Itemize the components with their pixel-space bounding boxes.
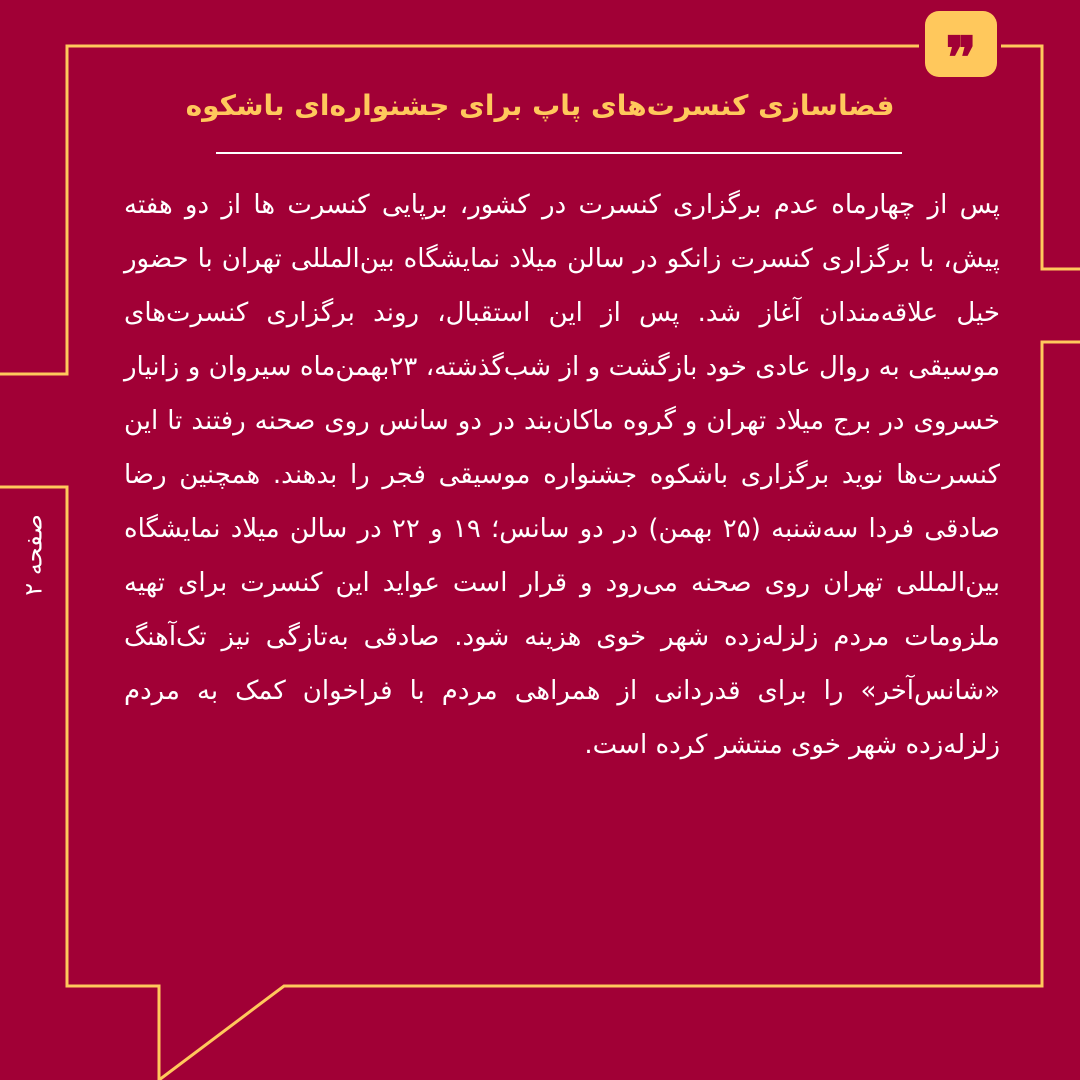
quote-icon	[925, 11, 997, 92]
article-body: پس از چهارماه عدم برگزاری کنسرت در کشور، برپایی کنسرت ها از دو هفته پیش، با برگزاری کنسرت زانکو در سالن میلاد نمایشگاه بین‌المللی تهران با حضور خیل علاقه‌مندان آغاز شد. پس از این استقبال، روند برگزاری کنسرت‌های موسیقی به روال عادی خود بازگشت و از شب‌گذشته، ۲۳بهمن‌ماه سیروان و زانیار خسروی در برج میلاد تهران و گروه ماکان‌بند در دو سانس روی صحنه رفتند تا این کنسرت‌ها نوید برگزاری باشکوه جشنواره موسیقی فجر را بدهند. همچنین رضا صادقی فردا سه‌شنبه (۲۵ بهمن) در دو سانس؛ ۱۹ و ۲۲ در سالن میلاد نمایشگاه بین‌المللی تهران روی صحنه می‌رود و قرار است عواید این کنسرت برای تهیه ملزومات مردم زلزله‌زده شهر خوی هزینه شود. صادقی به‌تازگی نیز تک‌آهنگ «شانس‌آخر» را برای قدردانی از همراهی مردم با فراخوان کمک به مردم زلزله‌زده شهر خوی منتشر کرده است.	[124, 190, 1000, 760]
page-title: فضاسازی کنسرت‌های پاپ برای جشنواره‌ای باشکوه	[185, 89, 895, 122]
page-number-label	[4, 500, 64, 610]
page-number-text: صفحه ۲	[20, 514, 48, 596]
frame-right-line	[1001, 46, 1080, 269]
title-divider	[216, 152, 902, 154]
quote-glyph: ❞	[945, 24, 977, 92]
